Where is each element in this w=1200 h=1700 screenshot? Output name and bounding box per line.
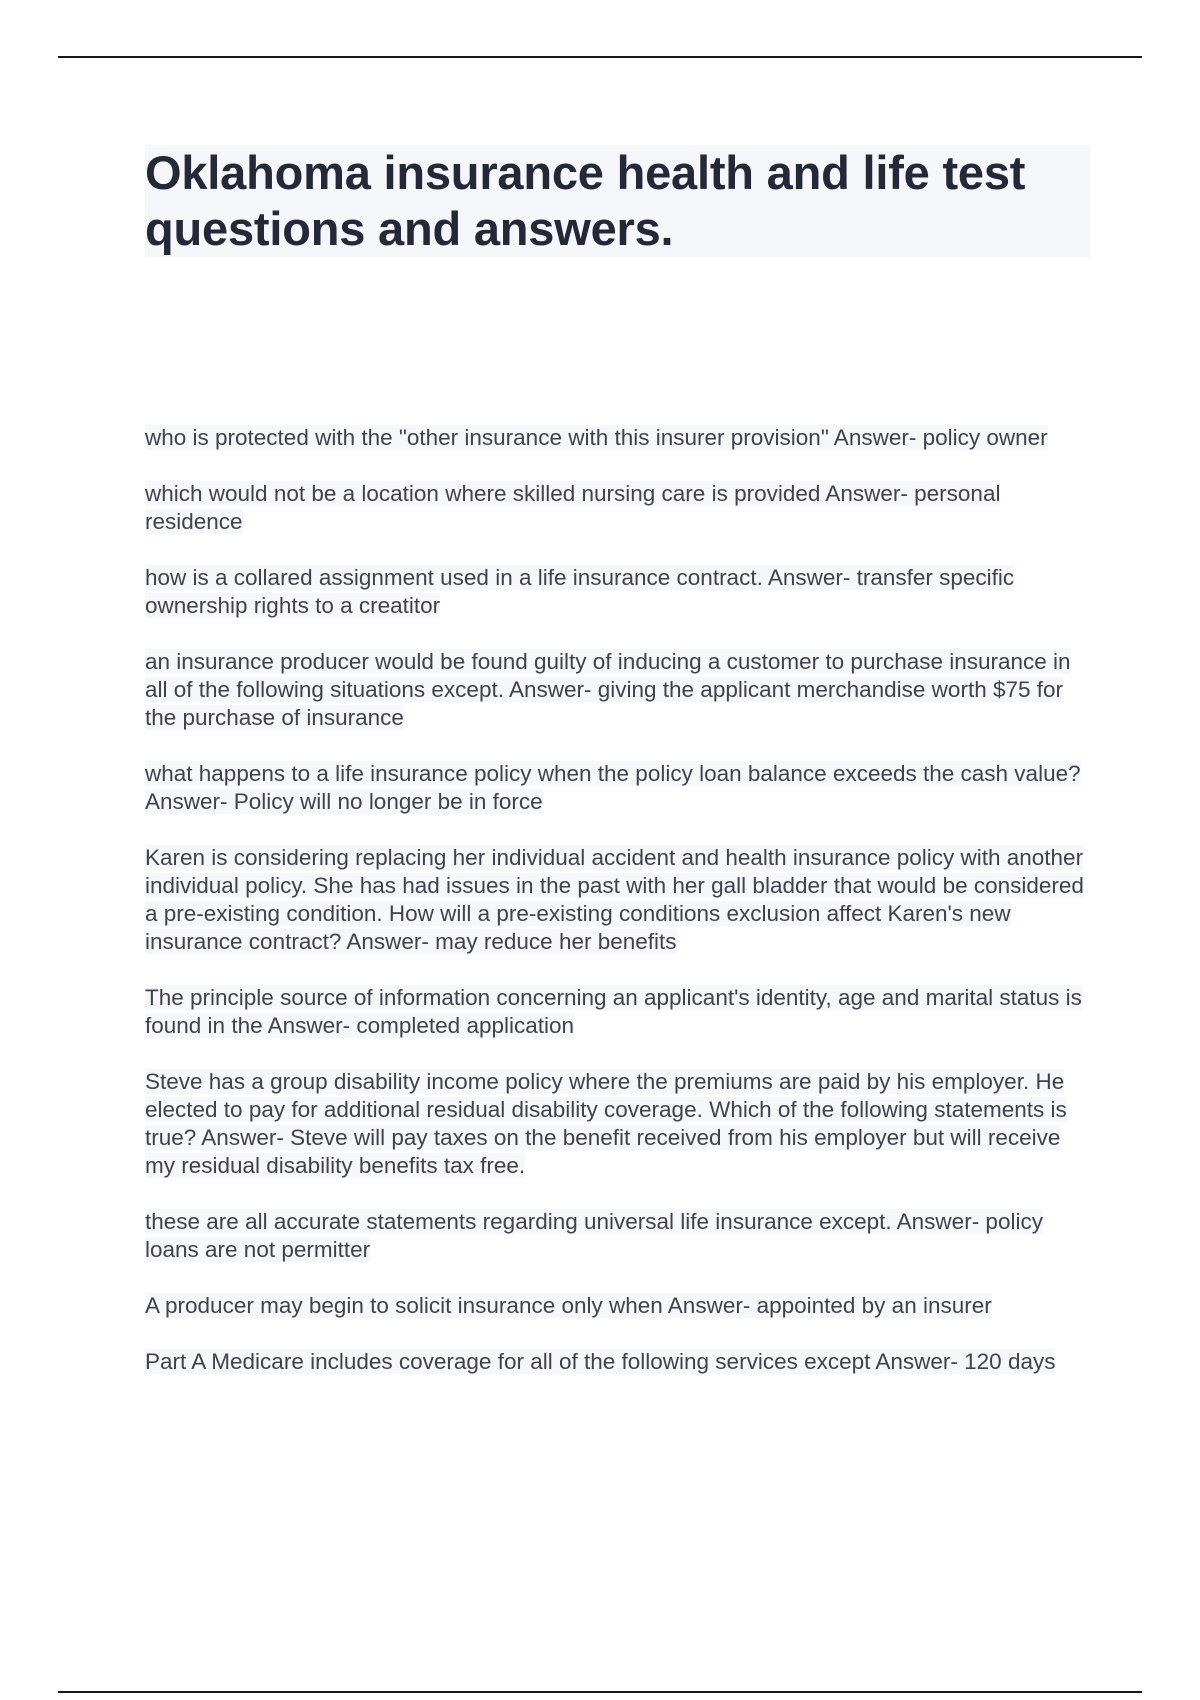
qa-item bbox=[145, 480, 1090, 536]
qa-item bbox=[145, 1348, 1090, 1376]
bottom-divider bbox=[58, 1691, 1142, 1693]
qa-item bbox=[145, 648, 1090, 732]
qa-text: which would not be a location where skilled nursing care is provided Answer- personal residence bbox=[145, 481, 1001, 534]
qa-text: who is protected with the "other insurance with this insurer provision" Answer- policy owner bbox=[145, 425, 1048, 450]
qa-list bbox=[145, 424, 1090, 1404]
qa-text: an insurance producer would be found guilty of inducing a customer to purchase insurance in all of the following situations except. Answer- giving the applicant merchandise worth $75 for the purchase of insurance bbox=[145, 649, 1071, 730]
document-title: Oklahoma insurance health and life test questions and answers. bbox=[145, 146, 1026, 255]
qa-text: The principle source of information concerning an applicant's identity, age and marital status is found in the Answer- completed application bbox=[145, 985, 1082, 1038]
qa-item bbox=[145, 844, 1090, 956]
qa-item bbox=[145, 984, 1090, 1040]
top-divider bbox=[58, 56, 1142, 58]
qa-text: Steve has a group disability income policy where the premiums are paid by his employer. He elected to pay for additional residual disability coverage. Which of the following statements is true? Answer- Steve will pay taxes on the benefit received from his employer but will receive my residual disability benefits tax free. bbox=[145, 1069, 1067, 1178]
qa-item bbox=[145, 564, 1090, 620]
qa-text: these are all accurate statements regarding universal life insurance except. Answer- policy loans are not permitter bbox=[145, 1209, 1043, 1262]
qa-item bbox=[145, 760, 1090, 816]
qa-text: A producer may begin to solicit insurance only when Answer- appointed by an insurer bbox=[145, 1293, 992, 1318]
qa-item bbox=[145, 1068, 1090, 1180]
qa-text: Karen is considering replacing her individual accident and health insurance policy with another individual policy. She has had issues in the past with her gall bladder that would be considered a pre-existing condition. How will a pre-existing conditions exclusion affect Karen's new insurance contract? Answer- may reduce her benefits bbox=[145, 845, 1084, 954]
qa-text: Part A Medicare includes coverage for all of the following services except Answer- 120 days bbox=[145, 1349, 1056, 1374]
qa-text: how is a collared assignment used in a life insurance contract. Answer- transfer specific ownership rights to a creatitor bbox=[145, 565, 1015, 618]
qa-item bbox=[145, 424, 1090, 452]
title-block bbox=[145, 145, 1090, 257]
qa-item bbox=[145, 1208, 1090, 1264]
qa-text: what happens to a life insurance policy when the policy loan balance exceeds the cash value? Answer- Policy will no longer be in force bbox=[145, 761, 1081, 814]
qa-item bbox=[145, 1292, 1090, 1320]
